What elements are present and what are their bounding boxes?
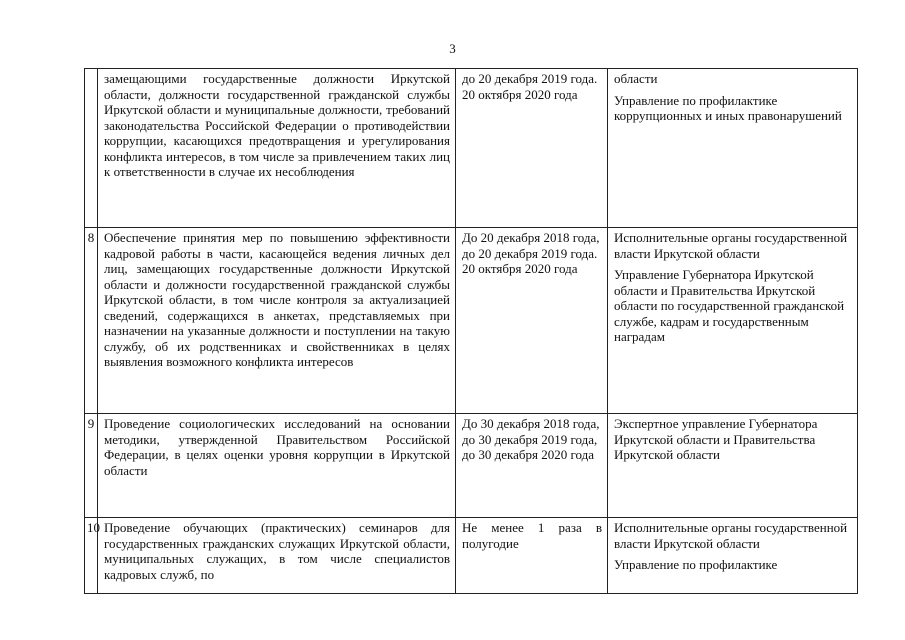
deadline-cell bbox=[456, 228, 608, 414]
measure-description: Проведение социологических исследований на основании методики, утвержденной Правительством Российской Федерации, в целях оценки уровня коррупции в Иркутской области bbox=[98, 414, 456, 518]
responsible-cell bbox=[608, 228, 858, 414]
deadline-line: до 20 декабря 2019 года. bbox=[462, 245, 598, 261]
deadline-line: До 20 декабря 2018 года, bbox=[462, 230, 600, 245]
responsible-entity: Исполнительные органы государственной власти Иркутской области bbox=[614, 230, 848, 261]
responsible-entity: Управление по профилактике bbox=[614, 557, 778, 572]
deadline-line: до 30 декабря 2019 года, bbox=[462, 431, 598, 447]
deadline-cell bbox=[456, 414, 608, 518]
table-row bbox=[85, 518, 858, 594]
row-number: 9 bbox=[85, 414, 98, 518]
table-row bbox=[85, 228, 858, 414]
responsible-entity: Управление по профилактике коррупционных и иных правонарушений bbox=[614, 92, 842, 123]
measure-description: Обеспечение принятия мер по повышению эффективности кадровой работы в части, касающейся ведения личных дел лиц, замещающих государственные должности Иркутской области и должности государственной гражданской службы Иркутской области, в том числе контроля за актуализацией сведений, содержащихся в анкетах, представляемых при назначении на указанные должности и поступлении на такую службу, об их родственниках и свойственниках в целях выявления возможного конфликта интересов bbox=[98, 228, 456, 414]
table-row bbox=[85, 414, 858, 518]
row-number: 10 bbox=[85, 518, 98, 594]
deadline-cell bbox=[456, 518, 608, 594]
deadline-line: до 20 декабря 2019 года. bbox=[462, 71, 598, 86]
table-row bbox=[85, 69, 858, 228]
measures-table bbox=[84, 68, 858, 594]
deadline-line: 20 октября 2020 года bbox=[462, 261, 578, 276]
deadline-line: До 30 декабря 2018 года, bbox=[462, 416, 600, 431]
responsible-cell bbox=[608, 518, 858, 594]
responsible-entity: области bbox=[614, 71, 658, 86]
deadline-line: Не менее 1 раза в полугодие bbox=[462, 520, 602, 551]
responsible-entity: Управление Губернатора Иркутской области и Правительства Иркутской области по государственной гражданской службе, кадрам и государственным наградам bbox=[614, 267, 845, 344]
measure-description: Проведение обучающих (практических) семинаров для государственных гражданских служащих Иркутской области, муниципальных служащих, в том числе специалистов кадровых служб, по bbox=[98, 518, 456, 594]
responsible-cell bbox=[608, 69, 858, 228]
deadline-line: до 30 декабря 2020 года bbox=[462, 447, 594, 462]
responsible-cell bbox=[608, 414, 858, 518]
page-number: 3 bbox=[449, 41, 456, 56]
deadline-line: 20 октября 2020 года bbox=[462, 86, 578, 102]
deadline-cell bbox=[456, 69, 608, 228]
responsible-entity: Исполнительные органы государственной власти Иркутской области bbox=[614, 520, 848, 551]
responsible-entity: Экспертное управление Губернатора Иркутской области и Правительства Иркутской области bbox=[614, 416, 818, 462]
measure-description: замещающими государственные должности Иркутской области, должности государственной гражданской службы Иркутской области и муниципальные должности, требований законодательства Российской Федерации о противодействии коррупции, касающихся предотвращения и урегулирования конфликта интересов, в том числе за привлечением таких лиц к ответственности в случае их несоблюдения bbox=[98, 69, 456, 228]
row-number bbox=[85, 69, 98, 228]
row-number: 8 bbox=[85, 228, 98, 414]
